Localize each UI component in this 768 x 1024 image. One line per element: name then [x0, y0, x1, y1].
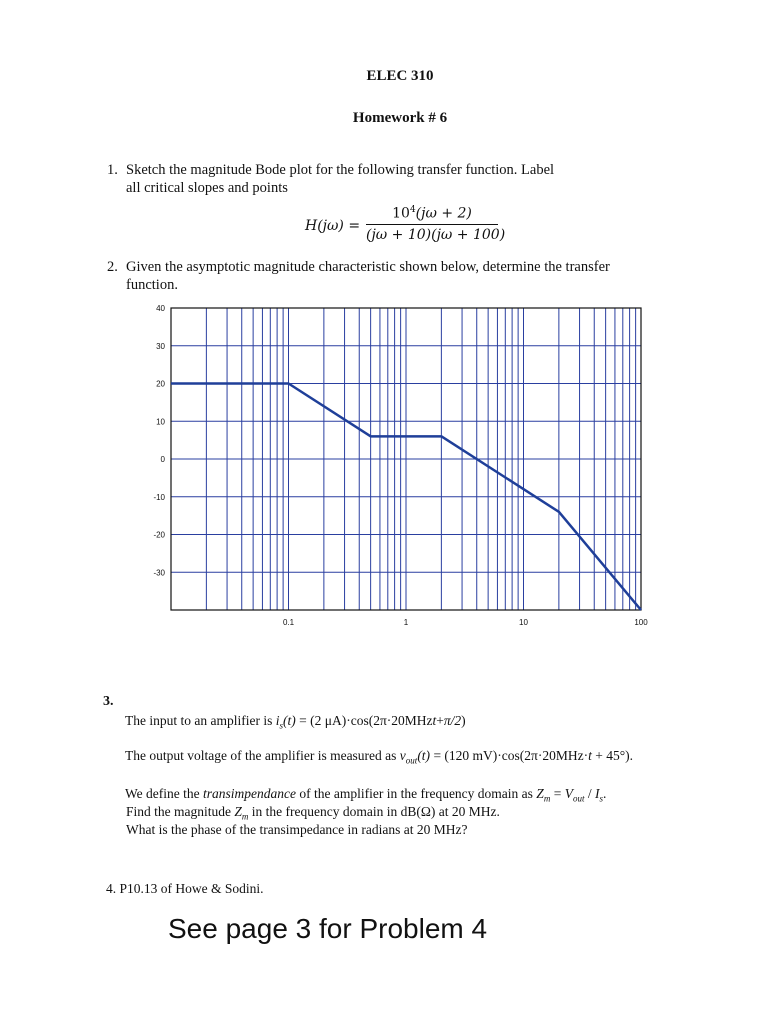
y-tick-label: 20 [156, 379, 165, 389]
input-close: ) [461, 713, 466, 728]
output-symbol: v [399, 748, 406, 763]
output-expression: = (120 mV)·cos(2π·20MHz· [430, 748, 589, 763]
definition-v-sub: out [572, 793, 585, 804]
find-text: Find the magnitude [126, 804, 235, 819]
input-time: t [432, 713, 437, 728]
definition-i-sub: s [599, 793, 603, 804]
course-title: ELEC 310 [366, 68, 434, 84]
x-tick-label: 100 [634, 618, 648, 627]
find-z-sub: m [241, 811, 249, 822]
input-subscript: s [279, 720, 283, 731]
y-tick-label: 10 [156, 417, 165, 427]
find-rest: in the frequency domain in dB(Ω) at 20 MHz. [248, 804, 500, 819]
definition-z: Z [536, 786, 544, 801]
output-time: t [588, 748, 592, 763]
problem2-number: 2. [107, 259, 118, 275]
homework-title: Homework # 6 [352, 110, 448, 126]
problem3-number: 3. [103, 694, 114, 709]
output-arg: (t) [417, 748, 431, 763]
input-symbol: i [275, 713, 280, 728]
problem2-line1: Given the asymptotic magnitude characteristic shown below, determine the transfer [126, 259, 610, 275]
y-tick-label: -20 [153, 530, 165, 540]
y-tick-label: 0 [160, 455, 165, 464]
definition-term: transimpendance [203, 786, 296, 801]
problem3-phase-line: What is the phase of the transimpedance in radians at 20 MHz? [126, 822, 468, 837]
input-arg: (t) [283, 713, 296, 728]
y-tick-label: -10 [153, 492, 165, 502]
transfer-function-denominator: (jω + 10)(jω + 100) [366, 226, 506, 243]
definition-mid: of the amplifier in the frequency domain as [296, 786, 537, 801]
y-tick-label: 30 [156, 341, 165, 351]
output-phase: + 45°). [591, 748, 633, 763]
input-expression: = (2 μA)·cos(2π·20MHz [295, 713, 433, 728]
output-subscript: out [405, 755, 418, 766]
problem2-line2: function. [126, 277, 178, 293]
definition-z-sub: m [543, 793, 551, 804]
problem3-output-line [125, 747, 633, 770]
definition-end: . [602, 786, 607, 801]
input-plus: + [436, 713, 444, 728]
problem1-line2: all critical slopes and points [126, 180, 288, 196]
definition-slash: / [584, 786, 595, 801]
output-text: The output voltage of the amplifier is measured as [125, 748, 400, 763]
x-tick-label: 0.1 [282, 618, 295, 627]
numerator-coefficient: 10 [392, 205, 410, 222]
problem1-number: 1. [107, 162, 118, 178]
problem1-line1: Sketch the magnitude Bode plot for the following transfer function. Label [126, 162, 555, 178]
definition-v: V [564, 786, 573, 801]
x-tick-label: 1 [403, 618, 409, 627]
input-text: The input to an amplifier is [125, 713, 276, 728]
x-tick-label: 10 [519, 618, 528, 627]
y-tick-label: -30 [153, 568, 165, 578]
problem4-note: See page 3 for Problem 4 [168, 913, 488, 944]
transfer-function-lhs: H(jω) = [305, 218, 361, 234]
numerator-factor: (jω + 2) [415, 205, 472, 222]
definition-text: We define the [125, 786, 204, 801]
find-z: Z [234, 804, 242, 819]
input-phase: π/2 [443, 713, 462, 728]
problem4-line: 4. P10.13 of Howe & Sodini. [106, 881, 264, 896]
y-tick-label: 40 [156, 304, 165, 313]
definition-i: I [594, 786, 600, 801]
numerator-exponent: 4 [409, 205, 416, 215]
problem3-input-line [125, 712, 466, 735]
definition-equals: = [550, 786, 565, 801]
